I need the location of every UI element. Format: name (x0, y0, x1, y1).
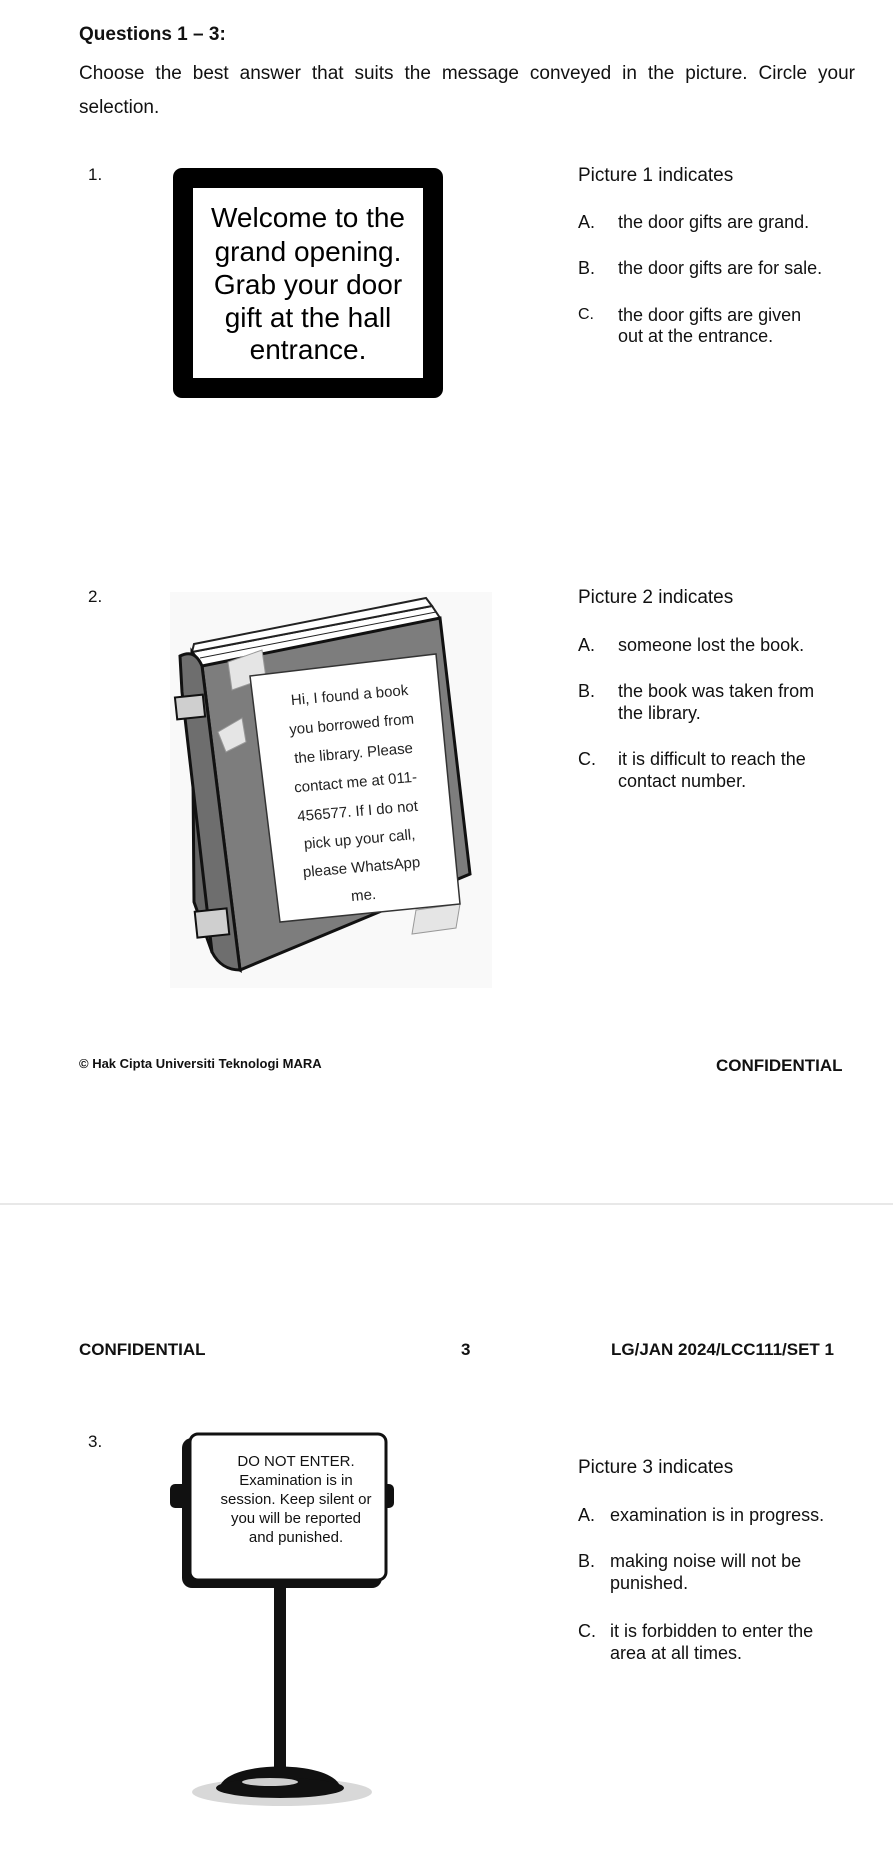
question-2-option-a[interactable] (578, 634, 878, 658)
note-line: Hi, I found a book (290, 681, 409, 710)
note-line: me. (350, 885, 377, 906)
question-2-prompt: Picture 2 indicates (578, 587, 734, 608)
header-exam-code: LG/JAN 2024/LCC111/SET 1 (611, 1340, 834, 1359)
option-text: someone lost the book. (618, 635, 805, 655)
sign-3-line: session. Keep silent or (220, 1491, 372, 1508)
question-1-option-b[interactable] (578, 257, 878, 281)
option-text-line: it is difficult to reach the (618, 749, 806, 769)
picture-3-do-not-enter-sign (170, 1430, 410, 1816)
option-text-line: punished. (610, 1573, 689, 1593)
option-text-line: making noise will not be (610, 1551, 802, 1571)
sign-3-line: Examination is in (239, 1472, 353, 1489)
option-text-line: area at all times. (610, 1643, 743, 1663)
sign-1-line: Welcome to the (210, 202, 406, 233)
option-letter: A. (578, 1505, 596, 1525)
note-line: you borrowed from (288, 710, 415, 739)
question-3-number: 3. (88, 1432, 103, 1451)
note-line: pick up your call, (303, 826, 416, 853)
option-text-line: the door gifts are given (618, 305, 802, 325)
note-line: contact me at 011- (293, 768, 418, 797)
note-line: the library. Please (293, 739, 414, 768)
sign-1-line: gift at the hall (224, 302, 392, 333)
option-letter: C. (578, 749, 596, 769)
footer-copyright: © Hak Cipta Universiti Teknologi MARA (79, 1056, 322, 1071)
question-2-option-b[interactable] (578, 680, 878, 726)
note-line: please WhatsApp (302, 853, 421, 882)
question-1-number: 1. (88, 165, 103, 184)
sign-1-line: Grab your door (213, 269, 403, 300)
page-divider (0, 1203, 893, 1205)
question-1-option-c[interactable] (578, 304, 878, 350)
question-1-prompt: Picture 1 indicates (578, 165, 734, 186)
option-letter: B. (578, 1551, 596, 1571)
instruction-text: Choose the best answer that suits the message conveyed in the picture. Circle your selection. (79, 63, 855, 118)
sign-3-line: you will be reported (230, 1510, 362, 1527)
header-page-number: 3 (461, 1340, 471, 1359)
option-letter: B. (578, 258, 596, 278)
header-confidential: CONFIDENTIAL (79, 1340, 206, 1359)
note-line: 456577. If I do not (296, 797, 419, 826)
question-2-number: 2. (88, 587, 103, 606)
sign-3-line: and punished. (248, 1529, 344, 1546)
option-text: the door gifts are for sale. (618, 258, 823, 278)
question-2-option-c[interactable] (578, 748, 878, 794)
picture-2-book-with-note (170, 592, 492, 988)
option-text: examination is in progress. (610, 1505, 825, 1525)
option-text-line: the book was taken from (618, 681, 815, 701)
option-letter: C. (578, 1621, 596, 1641)
option-text-line: it is forbidden to enter the (610, 1621, 814, 1641)
section-heading: Questions 1 – 3: (79, 24, 226, 45)
option-letter: A. (578, 635, 596, 655)
question-3-option-a[interactable] (578, 1504, 888, 1528)
question-3-option-b[interactable] (578, 1550, 888, 1596)
option-letter: A. (578, 212, 596, 232)
question-3-prompt: Picture 3 indicates (578, 1457, 734, 1478)
question-3-option-c[interactable] (578, 1620, 888, 1666)
picture-1-welcome-sign (171, 166, 445, 400)
option-text-line: the library. (618, 703, 701, 723)
question-1-option-a[interactable] (578, 211, 878, 235)
footer-confidential: CONFIDENTIAL (716, 1056, 843, 1075)
option-text-line: out at the entrance. (618, 326, 774, 346)
sign-3-line: DO NOT ENTER. (237, 1453, 355, 1470)
sign-1-line: entrance. (249, 334, 367, 365)
sign-1-line: grand opening. (214, 236, 402, 267)
option-letter: B. (578, 681, 596, 701)
option-letter: C. (578, 306, 594, 323)
option-text-line: contact number. (618, 771, 747, 791)
option-text: the door gifts are grand. (618, 212, 810, 232)
